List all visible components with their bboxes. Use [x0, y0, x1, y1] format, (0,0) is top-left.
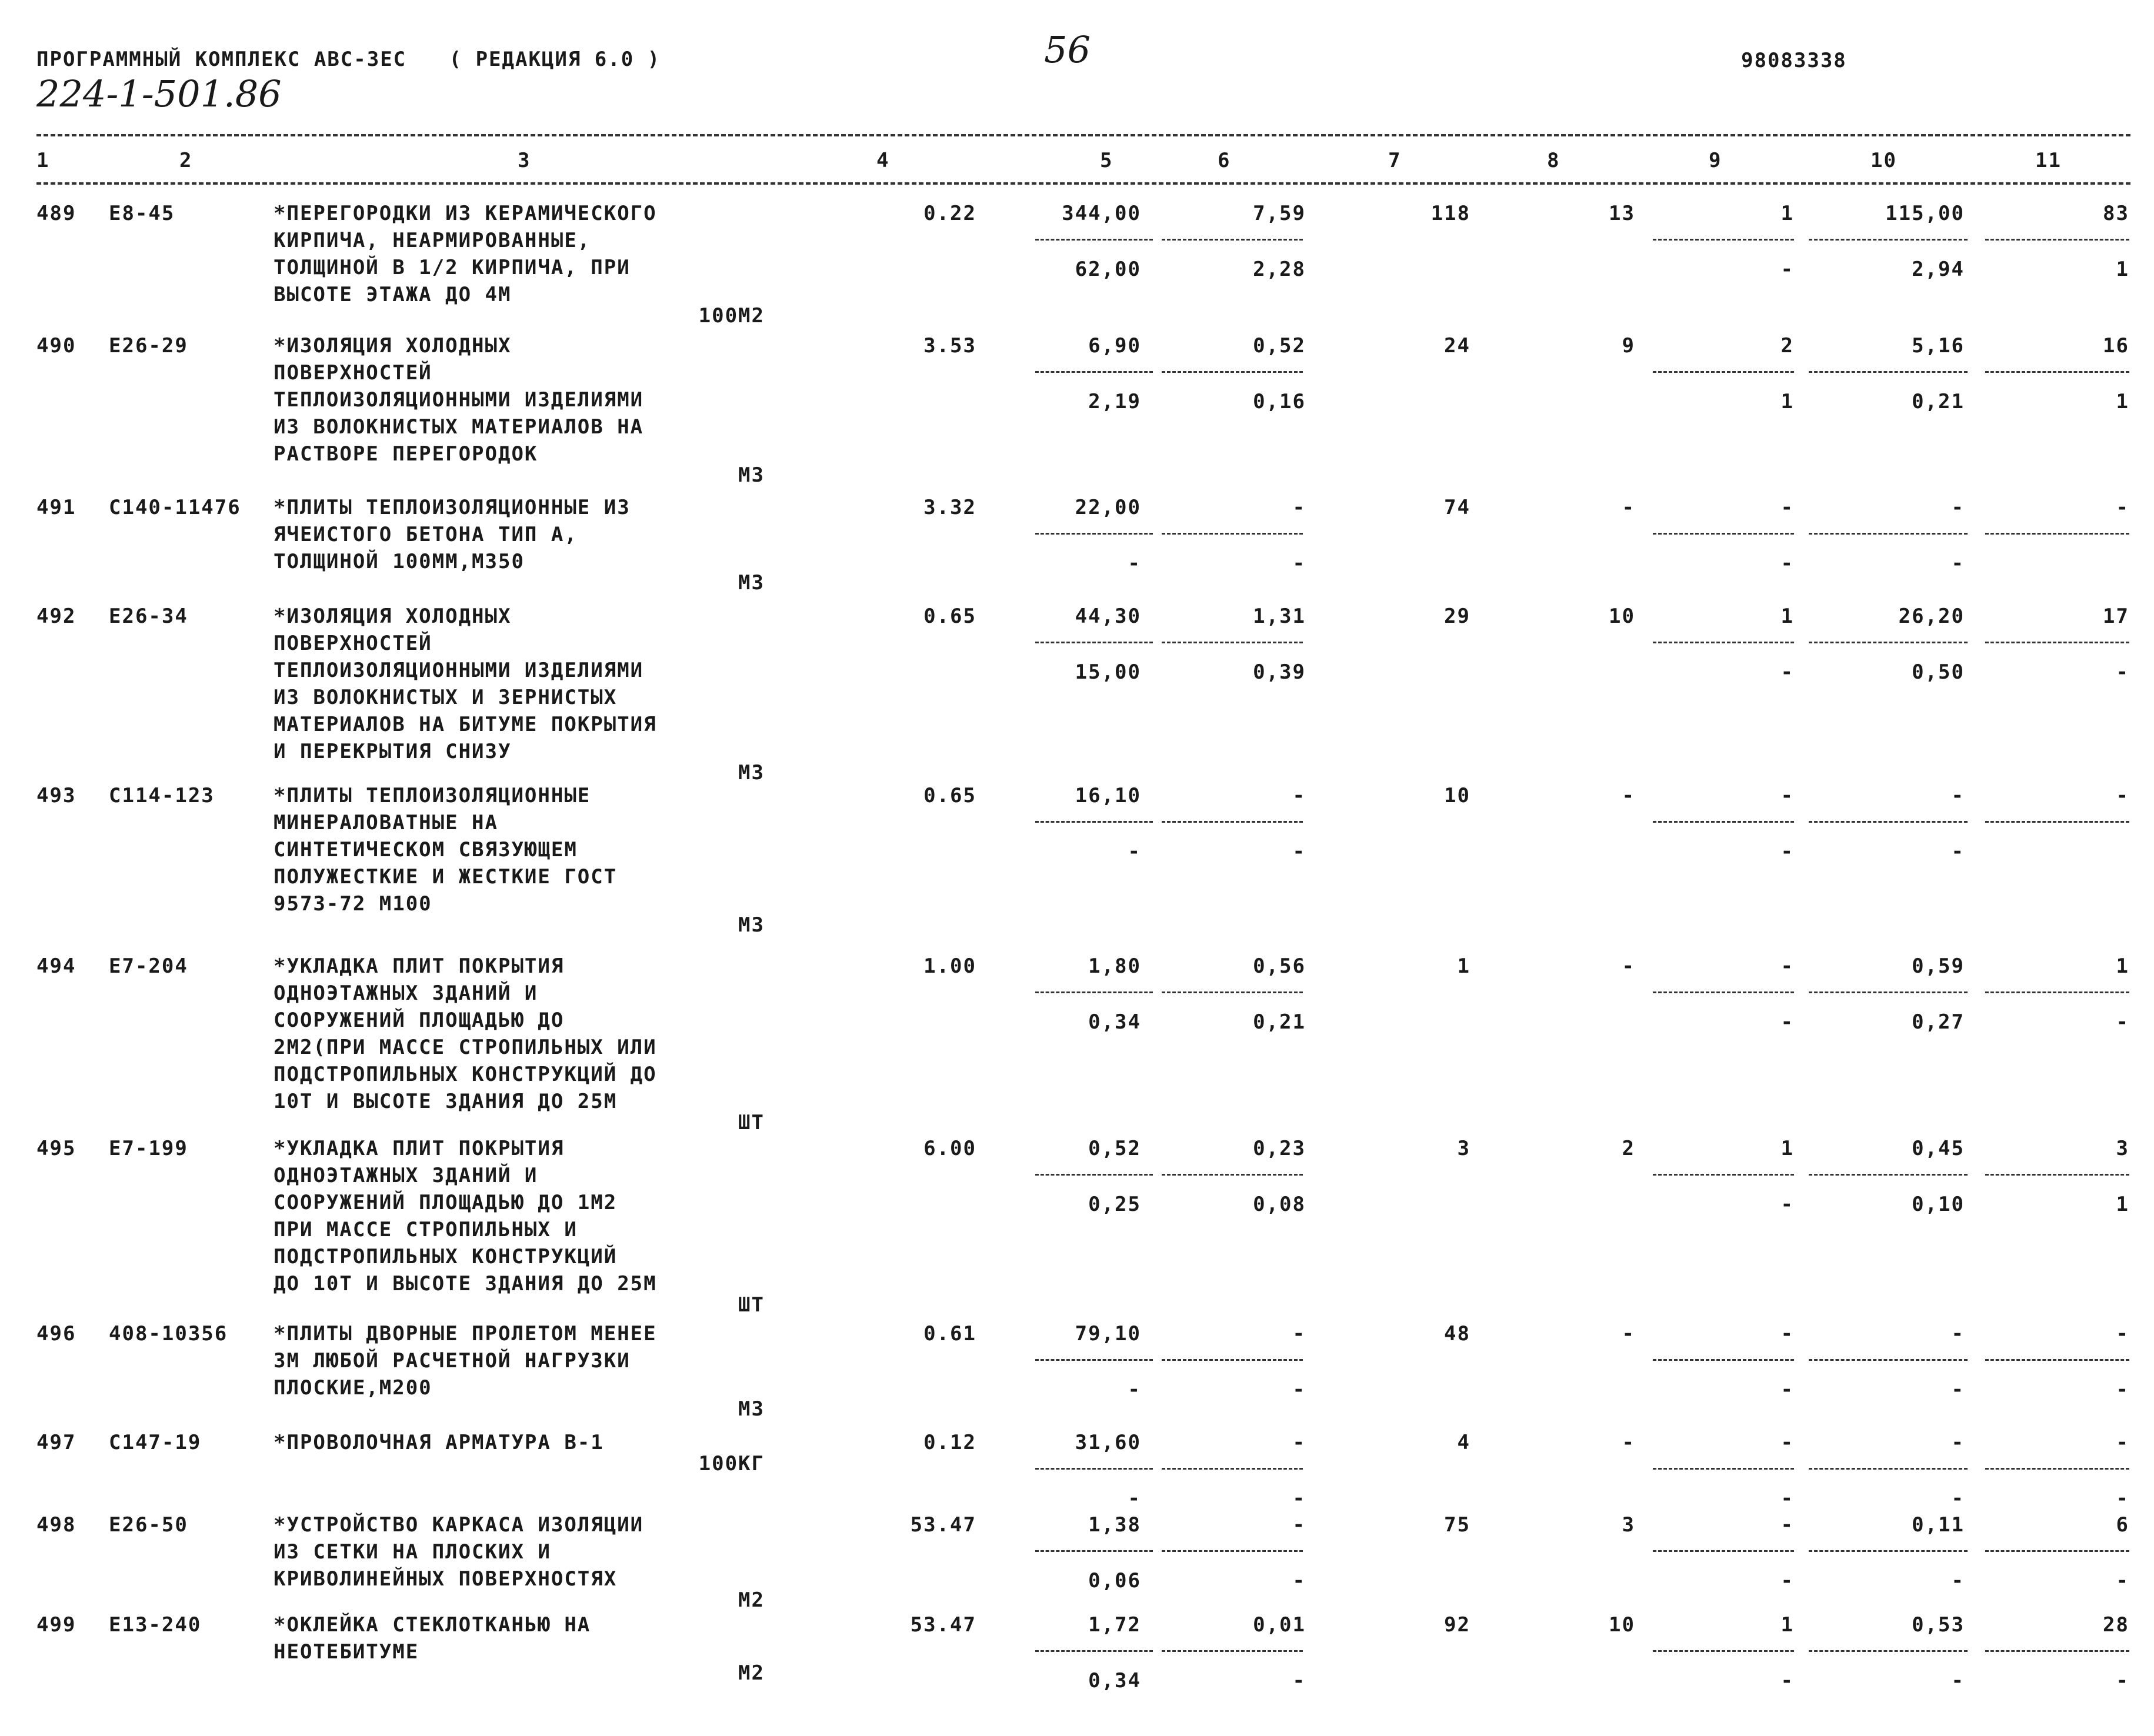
col5-value: 16,10: [1075, 784, 1141, 807]
description-line: ИЗ ВОЛОКНИСТЫХ И ЗЕРНИСТЫХ: [274, 686, 618, 709]
col11-value-lower: 1: [2116, 258, 2129, 281]
col10-value: 115,00: [1885, 202, 1965, 225]
col10-value-lower: -: [1951, 1569, 1965, 1593]
resource-code: Е13-240: [109, 1613, 202, 1637]
col5-value: 1,38: [1088, 1513, 1141, 1537]
col5-value-lower: 0,25: [1088, 1193, 1141, 1216]
cell-divider: [1653, 1650, 1794, 1652]
col11-value-lower: 1: [2116, 1193, 2129, 1216]
cell-divider: [1035, 642, 1153, 643]
cell-divider: [1809, 991, 1968, 993]
cell-divider: [1653, 371, 1794, 373]
description-line: *ПЛИТЫ ТЕПЛОИЗОЛЯЦИОННЫЕ: [274, 784, 591, 807]
table-top-rule: [36, 134, 2130, 136]
col11-value-lower: -: [2116, 1010, 2129, 1034]
program-title-text: ПРОГРАММНЫЙ КОМПЛЕКС АВС-ЗЕС: [36, 48, 407, 71]
description-line: ПОВЕРХНОСТЕЙ: [274, 361, 432, 385]
col5-value-lower: -: [1128, 552, 1141, 575]
description-line: МИНЕРАЛОВАТНЫЕ НА: [274, 811, 498, 834]
col9-value-lower: 1: [1780, 390, 1794, 413]
column-header: 6: [1218, 149, 1231, 172]
col8-value: -: [1622, 954, 1635, 978]
row-number: 496: [36, 1322, 76, 1346]
col10-value-lower: -: [1951, 840, 1965, 863]
col7-value: 92: [1444, 1613, 1471, 1637]
unit-of-measure: М3: [738, 463, 765, 487]
col9-value-lower: -: [1780, 1487, 1794, 1510]
description-line: ЯЧЕИСТОГО БЕТОНА ТИП А,: [274, 523, 578, 546]
col9-value-lower: -: [1780, 1669, 1794, 1692]
col11-value-lower: -: [2116, 1569, 2129, 1593]
description-line: *ПРОВОЛОЧНАЯ АРМАТУРА В-1: [274, 1431, 604, 1454]
col9-value: -: [1780, 1322, 1794, 1346]
row-number: 491: [36, 496, 76, 519]
column-header: 3: [518, 149, 531, 172]
row-number: 490: [36, 334, 76, 358]
unit-of-measure: ШТ: [738, 1293, 765, 1317]
cell-divider: [1985, 821, 2129, 823]
cell-divider: [1985, 533, 2129, 535]
col11-value: -: [2116, 496, 2129, 519]
cell-divider: [1162, 642, 1303, 643]
description-line: ОДНОЭТАЖНЫХ ЗДАНИЙ И: [274, 1164, 538, 1187]
col7-value: 48: [1444, 1322, 1471, 1346]
col11-value-lower: -: [2116, 1487, 2129, 1510]
description-line: СИНТЕТИЧЕСКОМ СВЯЗУЮЩЕМ: [274, 838, 578, 862]
description-line: *ИЗОЛЯЦИЯ ХОЛОДНЫХ: [274, 605, 512, 628]
col10-value-lower: 0,10: [1912, 1193, 1965, 1216]
quantity: 3.53: [923, 334, 976, 358]
col11-value: 17: [2103, 605, 2129, 628]
resource-code: С140-11476: [109, 496, 241, 519]
col10-value: 0,53: [1912, 1613, 1965, 1637]
cell-divider: [1035, 1359, 1153, 1361]
col6-value-lower: 0,21: [1253, 1010, 1306, 1034]
description-line: *ПЕРЕГОРОДКИ ИЗ КЕРАМИЧЕСКОГО: [274, 202, 657, 225]
description-line: РАСТВОРЕ ПЕРЕГОРОДОК: [274, 442, 538, 466]
quantity: 6.00: [923, 1137, 976, 1160]
description-line: ПОДСТРОПИЛЬНЫХ КОНСТРУКЦИЙ: [274, 1245, 618, 1268]
cell-divider: [1809, 239, 1968, 241]
cell-divider: [1035, 1650, 1153, 1652]
col9-value: 1: [1780, 1613, 1794, 1637]
description-line: ПОЛУЖЕСТКИЕ И ЖЕСТКИЕ ГОСТ: [274, 865, 618, 889]
cell-divider: [1162, 239, 1303, 241]
col8-value: -: [1622, 496, 1635, 519]
col5-value-lower: 0,34: [1088, 1669, 1141, 1692]
description-line: *УКЛАДКА ПЛИТ ПОКРЫТИЯ: [274, 1137, 565, 1160]
quantity: 0.12: [923, 1431, 976, 1454]
description-line: ИЗ СЕТКИ НА ПЛОСКИХ И: [274, 1540, 551, 1564]
col7-value: 10: [1444, 784, 1471, 807]
col6-value: 0,01: [1253, 1613, 1306, 1637]
col7-value: 29: [1444, 605, 1471, 628]
cell-divider: [1809, 1650, 1968, 1652]
col9-value-lower: -: [1780, 1378, 1794, 1401]
col5-value: 31,60: [1075, 1431, 1141, 1454]
quantity: 0.65: [923, 605, 976, 628]
col6-value-lower: 0,39: [1253, 660, 1306, 684]
column-header: 10: [1870, 149, 1897, 172]
cell-divider: [1035, 533, 1153, 535]
description-line: ИЗ ВОЛОКНИСТЫХ МАТЕРИАЛОВ НА: [274, 415, 644, 439]
description-line: СООРУЖЕНИЙ ПЛОЩАДЬЮ ДО: [274, 1009, 565, 1032]
description-line: ПОДСТРОПИЛЬНЫХ КОНСТРУКЦИЙ ДО: [274, 1063, 657, 1086]
col6-value: 7,59: [1253, 202, 1306, 225]
col11-value: 1: [2116, 954, 2129, 978]
col11-value: 3: [2116, 1137, 2129, 1160]
col10-value-lower: 0,50: [1912, 660, 1965, 684]
row-number: 494: [36, 954, 76, 978]
cell-divider: [1035, 1550, 1153, 1552]
col9-value-lower: -: [1780, 660, 1794, 684]
col10-value-lower: 0,27: [1912, 1010, 1965, 1034]
column-header: 2: [179, 149, 193, 172]
quantity: 0.61: [923, 1322, 976, 1346]
cell-divider: [1162, 821, 1303, 823]
cell-divider: [1809, 371, 1968, 373]
col5-value: 44,30: [1075, 605, 1141, 628]
cell-divider: [1809, 533, 1968, 535]
col11-value: 83: [2103, 202, 2129, 225]
col11-value-lower: 1: [2116, 390, 2129, 413]
cell-divider: [1809, 1550, 1968, 1552]
col6-value: 0,52: [1253, 334, 1306, 358]
col11-value: -: [2116, 1322, 2129, 1346]
resource-code: Е8-45: [109, 202, 175, 225]
cell-divider: [1809, 1174, 1968, 1176]
cell-divider: [1035, 371, 1153, 373]
col6-value-lower: -: [1292, 840, 1306, 863]
col7-value: 118: [1431, 202, 1471, 225]
cell-divider: [1985, 371, 2129, 373]
cell-divider: [1162, 1468, 1303, 1470]
col9-value-lower: -: [1780, 1569, 1794, 1593]
cell-divider: [1653, 991, 1794, 993]
col9-value-lower: -: [1780, 1010, 1794, 1034]
col5-value-lower: 15,00: [1075, 660, 1141, 684]
col5-value: 1,80: [1088, 954, 1141, 978]
col8-value: -: [1622, 784, 1635, 807]
col11-value: 6: [2116, 1513, 2129, 1537]
cell-divider: [1653, 239, 1794, 241]
col10-value-lower: -: [1951, 1669, 1965, 1692]
cell-divider: [1985, 239, 2129, 241]
col10-value: 26,20: [1898, 605, 1965, 628]
column-header: 11: [2035, 149, 2062, 172]
col6-value-lower: -: [1292, 552, 1306, 575]
col6-value: 0,56: [1253, 954, 1306, 978]
col5-value-lower: -: [1128, 1487, 1141, 1510]
col10-value-lower: -: [1951, 1378, 1965, 1401]
col9-value: -: [1780, 1431, 1794, 1454]
col8-value: 9: [1622, 334, 1635, 358]
unit-of-measure: ШТ: [738, 1111, 765, 1134]
cell-divider: [1162, 991, 1303, 993]
cell-divider: [1162, 533, 1303, 535]
col5-value-lower: 2,19: [1088, 390, 1141, 413]
col9-value: 1: [1780, 605, 1794, 628]
doc-code: 98083338: [1741, 49, 1847, 72]
col6-value: 0,23: [1253, 1137, 1306, 1160]
cell-divider: [1809, 1359, 1968, 1361]
unit-of-measure: 100М2: [698, 304, 765, 328]
col6-value-lower: -: [1292, 1487, 1306, 1510]
col9-value-lower: -: [1780, 840, 1794, 863]
description-line: ПОВЕРХНОСТЕЙ: [274, 632, 432, 655]
row-number: 499: [36, 1613, 76, 1637]
description-line: *ПЛИТЫ ДВОРНЫЕ ПРОЛЕТОМ МЕНЕЕ: [274, 1322, 657, 1346]
col7-value: 24: [1444, 334, 1471, 358]
col11-value-lower: -: [2116, 1669, 2129, 1692]
col9-value: -: [1780, 496, 1794, 519]
description-line: ОДНОЭТАЖНЫХ ЗДАНИЙ И: [274, 981, 538, 1005]
col8-value: -: [1622, 1322, 1635, 1346]
column-header: 1: [36, 149, 50, 172]
description-line: СООРУЖЕНИЙ ПЛОЩАДЬЮ ДО 1М2: [274, 1191, 618, 1214]
column-header: 8: [1547, 149, 1561, 172]
cell-divider: [1809, 642, 1968, 643]
description-line: КРИВОЛИНЕЙНЫХ ПОВЕРХНОСТЯХ: [274, 1567, 618, 1591]
col5-value: 6,90: [1088, 334, 1141, 358]
row-number: 489: [36, 202, 76, 225]
cell-divider: [1653, 821, 1794, 823]
column-header: 9: [1709, 149, 1722, 172]
unit-of-measure: М2: [738, 1588, 765, 1612]
drawing-number: 224-1-501.86: [36, 72, 282, 115]
col7-value: 1: [1457, 954, 1471, 978]
col6-value-lower: 0,16: [1253, 390, 1306, 413]
row-number: 493: [36, 784, 76, 807]
col5-value-lower: -: [1128, 840, 1141, 863]
col9-value-lower: -: [1780, 1193, 1794, 1216]
col10-value: -: [1951, 1322, 1965, 1346]
col11-value: -: [2116, 1431, 2129, 1454]
description-line: И ПЕРЕКРЫТИЯ СНИЗУ: [274, 740, 512, 763]
resource-code: Е7-204: [109, 954, 188, 978]
description-line: ТЕПЛОИЗОЛЯЦИОННЫМИ ИЗДЕЛИЯМИ: [274, 659, 644, 682]
col5-value: 22,00: [1075, 496, 1141, 519]
description-line: ПРИ МАССЕ СТРОПИЛЬНЫХ И: [274, 1218, 578, 1241]
row-number: 498: [36, 1513, 76, 1537]
cell-divider: [1035, 239, 1153, 241]
col9-value: 1: [1780, 1137, 1794, 1160]
col10-value: 0,45: [1912, 1137, 1965, 1160]
description-line: ВЫСОТЕ ЭТАЖА ДО 4М: [274, 283, 512, 306]
col5-value: 79,10: [1075, 1322, 1141, 1346]
cell-divider: [1162, 1550, 1303, 1552]
cell-divider: [1653, 1174, 1794, 1176]
description-line: *УСТРОЙСТВО КАРКАСА ИЗОЛЯЦИИ: [274, 1513, 644, 1537]
description-line: ТЕПЛОИЗОЛЯЦИОННЫМИ ИЗДЕЛИЯМИ: [274, 388, 644, 412]
resource-code: Е26-50: [109, 1513, 188, 1537]
cell-divider: [1985, 1359, 2129, 1361]
column-header: 4: [876, 149, 890, 172]
cell-divider: [1035, 991, 1153, 993]
cell-divider: [1653, 1550, 1794, 1552]
column-header: 7: [1388, 149, 1402, 172]
col9-value: -: [1780, 954, 1794, 978]
col6-value: -: [1292, 784, 1306, 807]
quantity: 0.65: [923, 784, 976, 807]
col9-value: 1: [1780, 202, 1794, 225]
unit-of-measure: М2: [738, 1661, 765, 1685]
quantity: 1.00: [923, 954, 976, 978]
description-line: 10Т И ВЫСОТЕ ЗДАНИЯ ДО 25М: [274, 1090, 618, 1113]
cell-divider: [1035, 821, 1153, 823]
unit-of-measure: М3: [738, 571, 765, 595]
col6-value-lower: 2,28: [1253, 258, 1306, 281]
unit-of-measure: 100КГ: [698, 1452, 765, 1475]
col8-value: -: [1622, 1431, 1635, 1454]
description-line: ПЛОСКИЕ,М200: [274, 1376, 432, 1400]
col7-value: 74: [1444, 496, 1471, 519]
unit-of-measure: М3: [738, 761, 765, 784]
col5-value-lower: -: [1128, 1378, 1141, 1401]
cell-divider: [1162, 371, 1303, 373]
description-line: 2М2(ПРИ МАССЕ СТРОПИЛЬНЫХ ИЛИ: [274, 1036, 657, 1059]
col10-value: 5,16: [1912, 334, 1965, 358]
col11-value-lower: -: [2116, 1378, 2129, 1401]
row-number: 492: [36, 605, 76, 628]
description-line: *ИЗОЛЯЦИЯ ХОЛОДНЫХ: [274, 334, 512, 358]
column-header: 5: [1100, 149, 1113, 172]
resource-code: Е26-29: [109, 334, 188, 358]
unit-of-measure: М3: [738, 913, 765, 937]
col10-value: -: [1951, 784, 1965, 807]
cell-divider: [1653, 1359, 1794, 1361]
description-line: *УКЛАДКА ПЛИТ ПОКРЫТИЯ: [274, 954, 565, 978]
page-number: 56: [1044, 28, 1091, 71]
description-line: 9573-72 М100: [274, 892, 432, 916]
col10-value-lower: 2,94: [1912, 258, 1965, 281]
description-line: КИРПИЧА, НЕАРМИРОВАННЫЕ,: [274, 229, 591, 252]
col9-value: -: [1780, 784, 1794, 807]
col8-value: 10: [1609, 605, 1635, 628]
cell-divider: [1162, 1174, 1303, 1176]
cell-divider: [1653, 1468, 1794, 1470]
col6-value: 1,31: [1253, 605, 1306, 628]
resource-code: С147-19: [109, 1431, 202, 1454]
quantity: 3.32: [923, 496, 976, 519]
cell-divider: [1809, 1468, 1968, 1470]
description-line: НЕОТЕБИТУМЕ: [274, 1640, 419, 1664]
description-line: 3М ЛЮБОЙ РАСЧЕТНОЙ НАГРУЗКИ: [274, 1349, 631, 1373]
cell-divider: [1035, 1468, 1153, 1470]
col11-value: -: [2116, 784, 2129, 807]
edition-label: ( РЕДАКЦИЯ 6.0 ): [449, 48, 661, 71]
cell-divider: [1653, 642, 1794, 643]
col10-value: 0,11: [1912, 1513, 1965, 1537]
table-header-rule: [36, 182, 2130, 185]
col11-value-lower: -: [2116, 660, 2129, 684]
col6-value: -: [1292, 496, 1306, 519]
col6-value-lower: 0,08: [1253, 1193, 1306, 1216]
cell-divider: [1985, 1650, 2129, 1652]
col9-value-lower: -: [1780, 552, 1794, 575]
col6-value-lower: -: [1292, 1669, 1306, 1692]
description-line: ТОЛЩИНОЙ В 1/2 КИРПИЧА, ПРИ: [274, 256, 631, 279]
cell-divider: [1985, 991, 2129, 993]
col5-value: 0,52: [1088, 1137, 1141, 1160]
cell-divider: [1985, 1174, 2129, 1176]
row-number: 495: [36, 1137, 76, 1160]
col6-value-lower: -: [1292, 1378, 1306, 1401]
col5-value-lower: 0,06: [1088, 1569, 1141, 1593]
col8-value: 10: [1609, 1613, 1635, 1637]
col5-value-lower: 62,00: [1075, 258, 1141, 281]
col10-value-lower: 0,21: [1912, 390, 1965, 413]
col6-value-lower: -: [1292, 1569, 1306, 1593]
resource-code: Е7-199: [109, 1137, 188, 1160]
cell-divider: [1653, 533, 1794, 535]
col7-value: 4: [1457, 1431, 1471, 1454]
col8-value: 2: [1622, 1137, 1635, 1160]
col9-value: -: [1780, 1513, 1794, 1537]
col11-value: 16: [2103, 334, 2129, 358]
col5-value: 1,72: [1088, 1613, 1141, 1637]
program-title: [36, 46, 661, 73]
cell-divider: [1985, 1468, 2129, 1470]
description-line: ДО 10Т И ВЫСОТЕ ЗДАНИЯ ДО 25М: [274, 1272, 657, 1296]
col6-value: -: [1292, 1513, 1306, 1537]
col10-value: -: [1951, 1431, 1965, 1454]
resource-code: 408-10356: [109, 1322, 228, 1346]
unit-of-measure: М3: [738, 1397, 765, 1421]
col10-value-lower: -: [1951, 1487, 1965, 1510]
col8-value: 13: [1609, 202, 1635, 225]
cell-divider: [1985, 1550, 2129, 1552]
description-line: *ОКЛЕЙКА СТЕКЛОТКАНЬЮ НА: [274, 1613, 591, 1637]
quantity: 53.47: [910, 1513, 976, 1537]
col5-value: 344,00: [1062, 202, 1141, 225]
cell-divider: [1809, 821, 1968, 823]
col11-value: 28: [2103, 1613, 2129, 1637]
cell-divider: [1162, 1650, 1303, 1652]
col7-value: 3: [1457, 1137, 1471, 1160]
col8-value: 3: [1622, 1513, 1635, 1537]
cell-divider: [1985, 642, 2129, 643]
col7-value: 75: [1444, 1513, 1471, 1537]
quantity: 53.47: [910, 1613, 976, 1637]
col6-value: -: [1292, 1322, 1306, 1346]
resource-code: С114-123: [109, 784, 215, 807]
col5-value-lower: 0,34: [1088, 1010, 1141, 1034]
col6-value: -: [1292, 1431, 1306, 1454]
col10-value-lower: -: [1951, 552, 1965, 575]
resource-code: Е26-34: [109, 605, 188, 628]
cell-divider: [1162, 1359, 1303, 1361]
quantity: 0.22: [923, 202, 976, 225]
description-line: ТОЛЩИНОЙ 100ММ,М350: [274, 550, 525, 573]
description-line: МАТЕРИАЛОВ НА БИТУМЕ ПОКРЫТИЯ: [274, 713, 657, 736]
col10-value: -: [1951, 496, 1965, 519]
cell-divider: [1035, 1174, 1153, 1176]
description-line: *ПЛИТЫ ТЕПЛОИЗОЛЯЦИОННЫЕ ИЗ: [274, 496, 631, 519]
col9-value-lower: -: [1780, 258, 1794, 281]
col10-value: 0,59: [1912, 954, 1965, 978]
col9-value: 2: [1780, 334, 1794, 358]
row-number: 497: [36, 1431, 76, 1454]
